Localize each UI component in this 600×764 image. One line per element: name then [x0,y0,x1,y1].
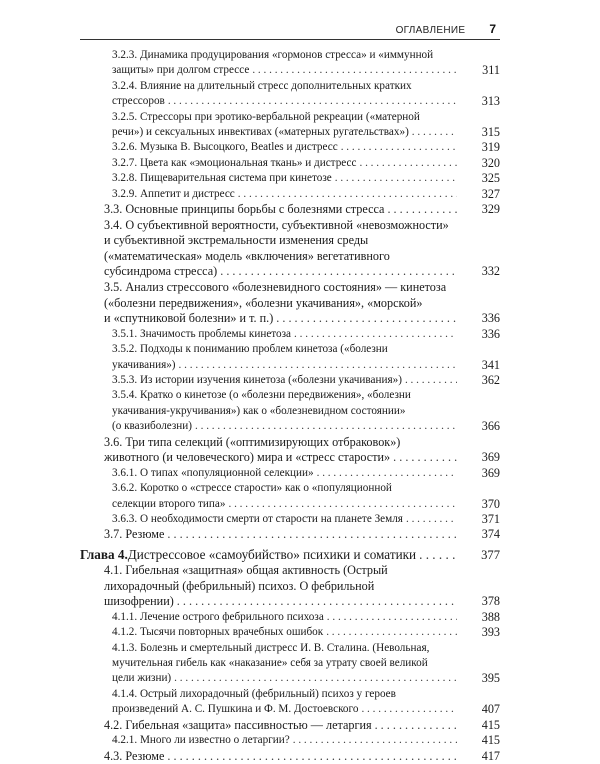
dot-leader [167,749,457,764]
toc-entry-text: укачивания») [112,358,176,371]
toc-entry-text: животного (и человеческого) мира и «стресс старости» [104,450,391,465]
toc-entry [80,466,500,481]
toc-entry [80,481,500,512]
toc-entry-line [112,110,460,125]
dot-leader [393,450,457,466]
toc-entry-line [112,610,460,625]
dot-leader [375,718,457,734]
toc-page-number: 336 [481,311,500,326]
dot-leader [167,527,457,543]
toc-page-number: 415 [481,733,500,748]
toc-entry-text: Дистрессовое «самоубийство» психики и соматики [127,547,417,563]
toc-page-number: 327 [481,186,500,201]
toc-page-number: 415 [481,717,500,732]
dot-leader [327,610,457,625]
toc-entry [80,110,500,141]
toc-page-number: 313 [481,94,500,109]
toc-entry-line [104,450,460,466]
running-header [80,22,500,36]
toc-entry-text: 4.1.1. Лечение острого фебрильного психоза [112,610,324,623]
toc-entry-text: стрессоров [112,95,165,108]
toc-entry-text: укачивания-укручивания») как о «болезневидном состоянии» [112,404,406,417]
table-of-contents [80,48,500,764]
toc-page-number: 374 [481,527,500,542]
toc-entry-line [104,435,460,451]
toc-entry-text: 3.6.3. О необходимости смерти от старости на планете Земля [112,513,403,526]
toc-entry-line [112,733,460,748]
toc-entry [80,512,500,527]
toc-entry-line [112,512,460,527]
toc-entry [80,749,500,764]
toc-entry-line [104,296,460,312]
dot-leader [335,171,457,186]
toc-entry-text: селекции второго типа» [112,497,226,510]
toc-entry [80,171,500,186]
toc-entry-text: лихорадочный (фебрильный) психоз. О фебрильной [104,578,375,593]
toc-entry-text: шизофрении) [104,594,174,609]
dot-leader [326,625,457,640]
toc-entry [80,280,500,327]
toc-page-number: 319 [481,140,500,155]
toc-entry-text: 4.2.1. Много ли известно о летаргии? [112,734,290,747]
toc-entry-line [112,702,460,717]
toc-entry-text: 3.6.2. Коротко о «стрессе старости» как о «популяционной [112,482,392,495]
toc-page-number: 377 [481,548,500,563]
toc-page-number: 370 [481,496,500,511]
toc-entry-line [104,233,460,249]
toc-entry [80,156,500,171]
toc-entry-line [112,187,460,202]
toc-entry-text: цели жизни) [112,672,172,685]
toc-entry-line [104,594,460,610]
page-number: 7 [489,22,496,36]
toc-page-number: 388 [481,609,500,624]
toc-entry-text: субсиндрома стресса) [104,264,218,279]
toc-entry-line [112,327,460,342]
toc-entry [80,79,500,110]
toc-entry-text: и субъективной экстремальности изменения среды [104,233,369,248]
dot-leader [195,419,457,434]
toc-entry-text: 4.1. Гибельная «защитная» общая активность (Острый [104,563,388,578]
toc-entry-line [80,547,460,563]
toc-entry-text: 3.5.2. Подходы к пониманию проблем кинетоза («болезни [112,343,388,356]
header-rule [80,39,500,40]
dot-leader [276,311,457,327]
toc-entry [80,733,500,748]
toc-entry-line [104,218,460,234]
toc-entry-line [104,749,460,764]
toc-entry-text: 3.6. Три типа селекций («оптимизирующих отбраковок») [104,434,401,449]
toc-entry-text: («болезни передвижения», «болезни укачивания», «морской» [104,295,423,310]
toc-entry-line [104,527,460,543]
toc-entry [80,373,500,388]
toc-entry [80,327,500,342]
toc-page-number: 369 [481,465,500,480]
toc-entry-line [112,466,460,481]
dot-leader [174,671,457,686]
toc-entry-text: 4.1.2. Тысячи повторных врачебных ошибок [112,626,324,639]
dot-leader [294,327,457,342]
toc-entry-line [104,579,460,595]
dot-leader [359,156,457,171]
toc-entry-line [112,140,460,155]
toc-entry [80,527,500,543]
toc-page-number: 320 [481,155,500,170]
dot-leader [361,702,457,717]
dot-leader [317,466,457,481]
toc-entry-line [112,404,460,419]
toc-entry-text: 3.2.5. Стрессоры при эротико-вербальной рекреации («матерной [112,110,420,123]
toc-entry-line [104,249,460,265]
toc-page-number: 378 [481,594,500,609]
toc-entry-line [112,419,460,434]
toc-entry-text: 4.1.3. Болезнь и смертельный дистресс И. В. Сталина. (Невольная, [112,641,430,654]
toc-page-number: 325 [481,171,500,186]
toc-entry-text: (о квазиболезни) [112,420,193,433]
toc-entry-text: 3.5.1. Значимость проблемы кинетоза [112,327,292,340]
toc-entry [80,140,500,155]
toc-entry-line [104,202,460,218]
toc-entry [80,218,500,280]
toc-entry-text: 4.2. Гибельная «защита» пассивностью — летаргия [104,717,372,732]
toc-page-number: 315 [481,125,500,140]
toc-entry [80,48,500,79]
toc-entry [80,610,500,625]
toc-entry [80,342,500,373]
dot-leader [179,358,457,373]
toc-entry-text: речи») и сексуальных инвективах («матерных ругательствах») [112,126,409,139]
toc-page-number: 393 [481,625,500,640]
toc-page-number: 369 [481,450,500,465]
toc-entry-text: 3.2.8. Пищеварительная система при кинетозе [112,172,332,185]
toc-entry-text: защиты» при долгом стрессе [112,64,250,77]
toc-entry-line [112,94,460,109]
dot-leader [252,63,457,78]
toc-entry-text: 3.6.1. О типах «популяционной селекции» [112,466,314,479]
toc-entry-text: 3.2.7. Цвета как «эмоциональная ткань» и дистресс [112,156,357,169]
toc-entry-line [112,48,460,63]
toc-entry-text: 4.1.4. Острый лихорадочный (фебрильный) психоз у героев [112,687,396,700]
toc-entry-line [112,79,460,94]
toc-entry-line [104,264,460,280]
toc-entry [80,563,500,610]
dot-leader [387,202,457,218]
toc-entry-line [104,563,460,579]
toc-entry-text: 3.5. Анализ стрессового «болезневидного состояния» — кинетоза [104,280,447,295]
toc-page-number: 395 [481,671,500,686]
toc-entry-line [112,641,460,656]
toc-entry-text: 3.2.3. Динамика продуцирования «гормонов стресса» и «иммунной [112,49,434,61]
toc-page-number: 329 [481,202,500,217]
dot-leader [405,373,457,388]
dot-leader [293,733,457,748]
toc-entry [80,187,500,202]
running-header-title: ОГЛАВЛЕНИЕ [395,25,466,36]
toc-entry-line [112,656,460,671]
toc-entry [80,388,500,434]
toc-entry-text: («математическая» модель «включения» вегетативного [104,248,390,263]
toc-entry-text: 3.2.6. Музыка В. Высоцкого, Beatles и дистресс [112,141,338,154]
dot-leader [220,264,457,280]
toc-entry-line [112,342,460,357]
dot-leader [412,125,457,140]
toc-page-number: 366 [481,419,500,434]
toc-entry-line [112,358,460,373]
toc-entry-line [112,63,460,78]
toc-page-number: 341 [481,357,500,372]
toc-chapter-entry [80,547,500,563]
dot-leader [406,512,457,527]
toc-entry [80,625,500,640]
toc-page-number: 332 [481,264,500,279]
toc-entry-text: 3.2.9. Аппетит и дистресс [112,187,235,200]
dot-leader [238,187,457,202]
toc-entry-text: произведений А. С. Пушкина и Ф. М. Достоевского [112,703,359,716]
dot-leader [419,547,457,563]
toc-entry-line [104,718,460,734]
dot-leader [228,497,457,512]
toc-entry-text: 3.4. О субъективной вероятности, субъективной «невозможности» [104,217,449,232]
toc-entry-line [112,373,460,388]
toc-entry-line [112,497,460,512]
dot-leader [341,140,457,155]
toc-entry-line [112,687,460,702]
toc-page-number: 407 [481,702,500,717]
chapter-label: Глава 4. [80,547,128,563]
toc-entry [80,687,500,718]
toc-entry [80,202,500,218]
toc-entry-line [112,156,460,171]
toc-page-number: 362 [481,373,500,388]
toc-entry-line [112,171,460,186]
toc-entry-text: 3.5.4. Кратко о кинетозе (о «болезни передвижения», «болезни [112,389,411,402]
toc-entry-text: и «спутниковой болезни» и т. п.) [104,311,274,326]
toc-entry-line [112,388,460,403]
toc-entry-text: мучительная гибель как «наказание» себя за утрату своей великой [112,657,428,670]
toc-entry [80,718,500,734]
toc-entry-text: 3.3. Основные принципы борьбы с болезнями стресса [104,202,385,217]
toc-entry-line [112,671,460,686]
toc-page-number: 311 [482,63,500,78]
toc-entry-text: 4.3. Резюме [104,748,165,763]
toc-entry-text: 3.5.3. Из истории изучения кинетоза («болезни укачивания») [112,374,402,387]
toc-entry-line [112,125,460,140]
toc-entry-line [104,280,460,296]
toc-page-number: 371 [481,512,500,527]
toc-entry-line [112,481,460,496]
toc-entry-text: 3.2.4. Влияние на длительный стресс дополнительных кратких [112,79,412,92]
toc-page-number: 417 [481,748,500,763]
dot-leader [168,94,457,109]
dot-leader [177,594,457,610]
toc-entry-line [104,311,460,327]
toc-entry-text: 3.7. Резюме [104,527,165,542]
toc-page-number: 336 [481,326,500,341]
toc-entry-line [112,625,460,640]
toc-entry [80,435,500,466]
toc-entry [80,641,500,687]
